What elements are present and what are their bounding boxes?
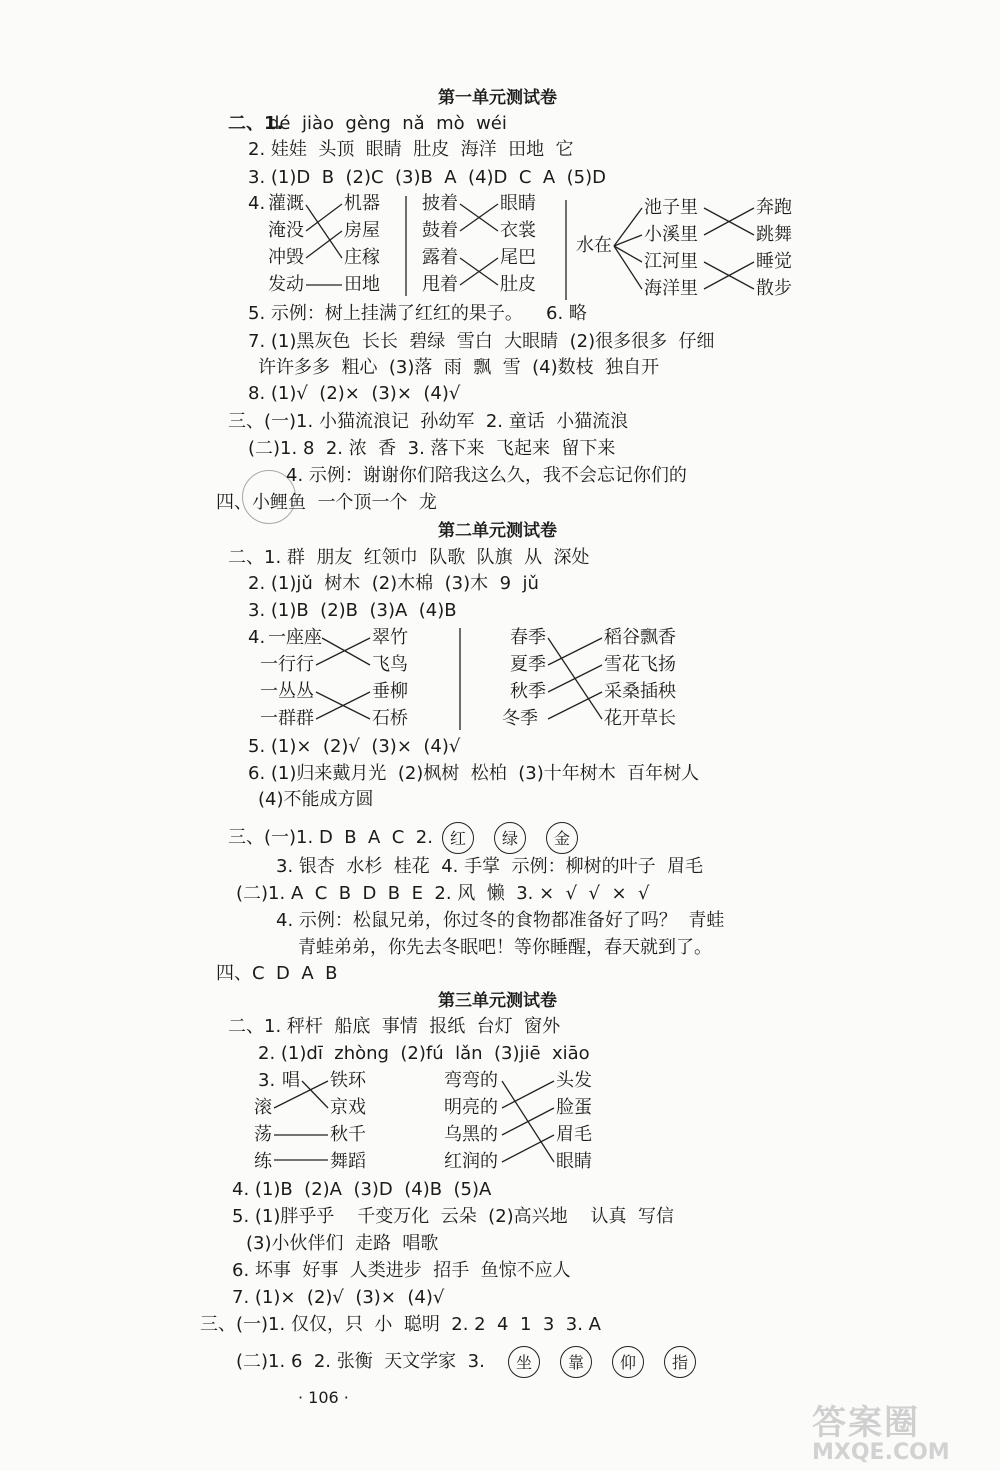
u1-match-c-root: 水在: [576, 235, 612, 256]
u1-match-a-left-2: 冲毁: [268, 247, 304, 268]
u3-match-b-right-0: 头发: [556, 1070, 592, 1091]
unit2-s2-4-num: 4.: [248, 627, 266, 648]
u2-match-b-left-3: 冬季: [502, 708, 538, 729]
u1-match-b-left-3: 甩着: [422, 274, 458, 295]
u1-match-c-mid-3: 海洋里: [644, 278, 698, 299]
circled-char-yang: 仰: [612, 1346, 644, 1378]
u1-match-a-right-0: 机器: [344, 193, 380, 214]
unit1-s2-7b: 许许多多 粗心 (3)落 雨 飘 雪 (4)数枝 独自开: [258, 357, 660, 378]
unit2-s2-2: 2. (1)jǔ 树木 (2)木棉 (3)木 9 jǔ: [248, 573, 539, 594]
unit1-s2-4-num: 4.: [248, 193, 266, 214]
unit3-s2-5b: (3)小伙伴们 走路 唱歌: [246, 1233, 439, 1254]
circled-char-hong: 红: [442, 822, 474, 854]
u1-match-c-mid-1: 小溪里: [644, 224, 698, 245]
page-number: · 106 ·: [298, 1388, 349, 1407]
u1-match-b-right-2: 尾巴: [500, 247, 536, 268]
circled-char-jin: 金: [546, 822, 578, 854]
u3-match-b-left-2: 乌黑的: [444, 1124, 498, 1145]
circled-char-zuo: 坐: [508, 1346, 540, 1378]
u3-match-a-left-0: 唱: [282, 1070, 300, 1091]
unit1-s2-8: 8. (1)√ (2)× (3)× (4)√: [248, 383, 461, 404]
unit1-s2-2: 2. 娃娃 头顶 眼睛 肚皮 海洋 田地 它: [248, 139, 574, 160]
unit2-s3-b4a: 4. 示例：松鼠兄弟，你过冬的食物都准备好了吗？ 青蛙: [276, 910, 725, 931]
unit2-s4: 四、C D A B: [216, 963, 338, 984]
u2-match-b-right-2: 采桑插秧: [604, 681, 676, 702]
u1-match-c-right-3: 散步: [756, 278, 792, 299]
unit1-s2-1-pinyin: dé jiào gèng nǎ mò wéi: [268, 113, 507, 134]
u3-match-a-right-2: 秋千: [330, 1124, 366, 1145]
circled-char-kao: 靠: [560, 1346, 592, 1378]
u2-match-a-left-3: 一群群: [260, 708, 314, 729]
u2-match-b-left-2: 秋季: [510, 681, 546, 702]
unit1-s2-5: 5. 示例：树上挂满了红红的果子。: [248, 303, 523, 324]
unit3-s2-5a: 5. (1)胖乎乎 千变万化 云朵 (2)高兴地 认真 写信: [232, 1206, 674, 1227]
u3-match-a-left-2: 荡: [254, 1124, 272, 1145]
u3-match-b-right-1: 脸蛋: [556, 1097, 592, 1118]
unit1-s2-6: 6. 略: [546, 303, 587, 324]
u2-match-a-right-1: 飞鸟: [372, 654, 408, 675]
unit3-title: 第三单元测试卷: [438, 991, 557, 1011]
u1-match-a-left-0: 灌溉: [268, 193, 304, 214]
u1-match-b-left-0: 披着: [422, 193, 458, 214]
unit3-s2-3-num: 3.: [258, 1070, 276, 1091]
u2-match-a-right-0: 翠竹: [372, 627, 408, 648]
u1-match-b-left-1: 鼓着: [422, 220, 458, 241]
unit1-s4: 四、小鲤鱼 一个顶一个 龙: [216, 492, 437, 513]
unit3-s2-2: 2. (1)dī zhòng (2)fú lǎn (3)jiē xiāo: [258, 1043, 590, 1064]
unit2-s2-5: 5. (1)× (2)√ (3)× (4)√: [248, 736, 461, 757]
unit3-s2-7: 7. (1)× (2)√ (3)× (4)√: [232, 1287, 445, 1308]
u1-match-b-right-3: 肚皮: [500, 274, 536, 295]
u2-match-b-right-1: 雪花飞扬: [604, 654, 676, 675]
u2-match-b-right-3: 花开草长: [604, 708, 676, 729]
unit1-title: 第一单元测试卷: [438, 88, 557, 108]
unit3-s2-6: 6. 坏事 好事 人类进步 招手 鱼惊不应人: [232, 1260, 571, 1281]
u1-match-c-mid-0: 池子里: [644, 197, 698, 218]
unit2-s3-b4b: 青蛙弟弟，你先去冬眠吧！等你睡醒，春天就到了。: [298, 937, 712, 958]
u3-match-a-right-3: 舞蹈: [330, 1151, 366, 1172]
u1-match-a-left-3: 发动: [268, 274, 304, 295]
watermark-logo: 答案圈: [812, 1403, 920, 1443]
u3-match-a-right-0: 铁环: [330, 1070, 366, 1091]
unit1-s2-1-prefix: 二、1.: [228, 113, 284, 134]
unit3-s2-1: 二、1. 秤杆 船底 事情 报纸 台灯 窗外: [228, 1016, 561, 1037]
u2-match-a-left-1: 一行行: [260, 654, 314, 675]
unit2-title: 第二单元测试卷: [438, 521, 557, 541]
u3-match-b-left-0: 弯弯的: [444, 1070, 498, 1091]
u3-match-b-left-1: 明亮的: [444, 1097, 498, 1118]
unit1-s3-1: 三、(一)1. 小猫流浪记 孙幼军 2. 童话 小猫流浪: [228, 411, 629, 432]
u1-match-a-right-1: 房屋: [344, 220, 380, 241]
u3-match-a-left-3: 练: [254, 1151, 272, 1172]
u2-match-a-left-0: 一座座: [268, 627, 322, 648]
circled-char-zhi: 指: [664, 1346, 696, 1378]
unit3-s3-2-prefix: (二)1. 6 2. 张衡 天文学家 3.: [236, 1351, 485, 1372]
unit2-s2-3: 3. (1)B (2)B (3)A (4)B: [248, 600, 457, 621]
unit3-s3-1: 三、(一)1. 仅仅，只 小 聪明 2. 2 4 1 3 3. A: [200, 1314, 601, 1335]
unit3-s2-4: 4. (1)B (2)A (3)D (4)B (5)A: [232, 1179, 492, 1200]
u1-match-b-left-2: 露着: [422, 247, 458, 268]
u1-match-b-right-0: 眼睛: [500, 193, 536, 214]
unit2-s3-1-prefix: 三、(一)1. D B A C 2.: [228, 827, 433, 848]
u3-match-b-right-3: 眼睛: [556, 1151, 592, 1172]
circled-char-lv: 绿: [494, 822, 526, 854]
watermark: [812, 1395, 992, 1465]
u1-match-c-right-0: 奔跑: [756, 197, 792, 218]
u2-match-b-right-0: 稻谷飘香: [604, 627, 676, 648]
unit1-s2-7a: 7. (1)黑灰色 长长 碧绿 雪白 大眼睛 (2)很多很多 仔细: [248, 331, 715, 352]
u2-match-a-left-2: 一丛丛: [260, 681, 314, 702]
u3-match-a-right-1: 京戏: [330, 1097, 366, 1118]
u1-match-a-left-1: 淹没: [268, 220, 304, 241]
u2-match-b-left-0: 春季: [510, 627, 546, 648]
u3-match-a-left-1: 滚: [254, 1097, 272, 1118]
u1-match-a-right-3: 田地: [344, 274, 380, 295]
unit2-s2-6a: 6. (1)归来戴月光 (2)枫树 松柏 (3)十年树木 百年树人: [248, 763, 700, 784]
u2-match-a-right-2: 垂柳: [372, 681, 408, 702]
unit1-s3-4: 4. 示例：谢谢你们陪我这么久，我不会忘记你们的: [286, 465, 687, 486]
u1-match-b-right-1: 衣裳: [500, 220, 536, 241]
u1-match-a-right-2: 庄稼: [344, 247, 380, 268]
u3-match-b-left-3: 红润的: [444, 1151, 498, 1172]
unit2-s3-3: 3. 银杏 水杉 桂花 4. 手掌 示例：柳树的叶子 眉毛: [276, 856, 704, 877]
watermark-url: MXQE.COM: [812, 1440, 950, 1465]
unit1-s2-3: 3. (1)D B (2)C (3)B A (4)D C A (5)D: [248, 167, 606, 188]
u2-match-b-left-1: 夏季: [510, 654, 546, 675]
u2-match-a-right-3: 石桥: [372, 708, 408, 729]
u1-match-c-right-1: 跳舞: [756, 224, 792, 245]
unit2-s2-6b: (4)不能成方圆: [258, 789, 374, 810]
u3-match-b-right-2: 眉毛: [556, 1124, 592, 1145]
unit2-s2-1: 二、1. 群 朋友 红领巾 队歌 队旗 从 深处: [228, 547, 590, 568]
unit2-s3-b: (二)1. A C B D B E 2. 风 懒 3. × √ √ × √: [236, 883, 650, 904]
u1-match-c-mid-2: 江河里: [644, 251, 698, 272]
unit1-s3-2: (二)1. 8 2. 浓 香 3. 落下来 飞起来 留下来: [248, 438, 616, 459]
u1-match-c-right-2: 睡觉: [756, 251, 792, 272]
